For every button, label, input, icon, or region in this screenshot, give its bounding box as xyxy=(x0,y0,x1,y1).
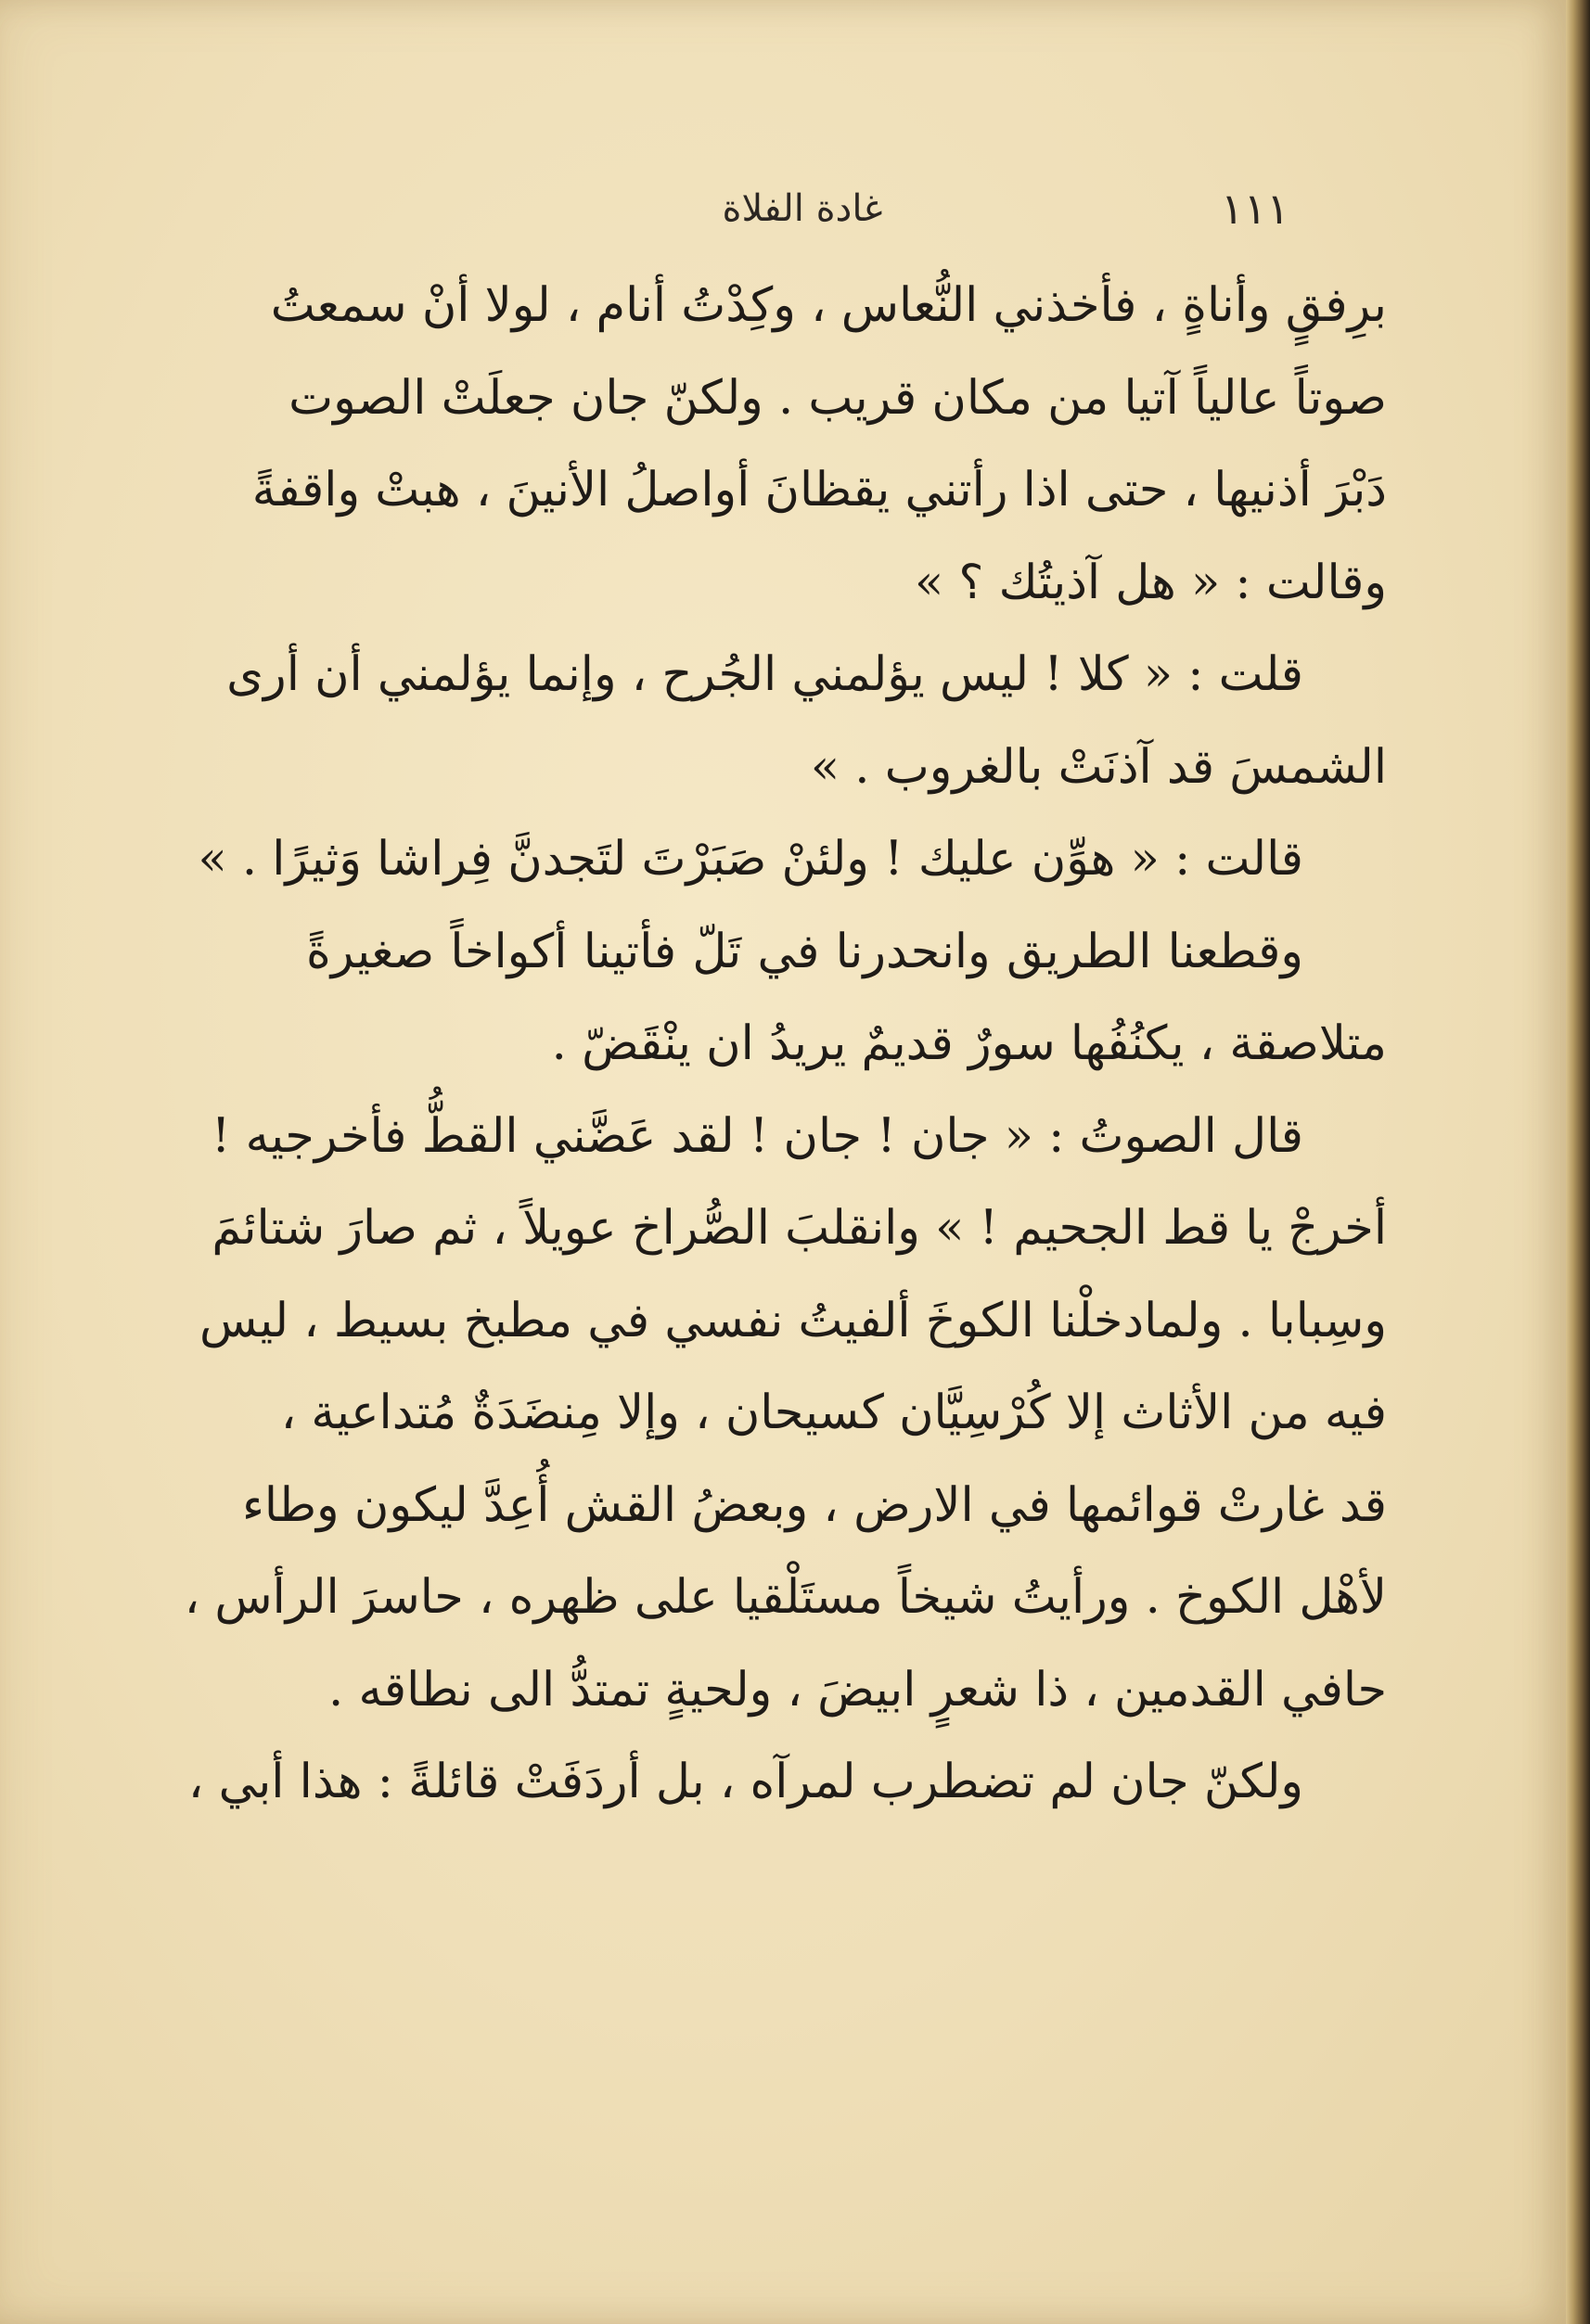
text-line: قلت : « كلا ! ليس يؤلمني الجُرح ، وإنما يؤلمني أن أرى xyxy=(226,647,1303,702)
text-line: قال الصوتُ : « جان ! جان ! لقد عَضَّني القطُّ فأخرجيه ! xyxy=(211,1108,1303,1164)
text-line: وقطعنا الطريق وانحدرنا في تَلّ فأتينا أكواخاً صغيرةً xyxy=(306,924,1303,979)
text-line: أخرجْ يا قط الجحيم ! » وانقلبَ الصُّراخ عويلاً ، ثم صارَ شتائمَ xyxy=(212,1201,1387,1256)
text-line: صوتاً عالياً آتيا من مكان قريب . ولكنّ جان جعلَتْ الصوت xyxy=(289,370,1387,426)
page-header xyxy=(315,181,1289,246)
text-line: وسِبابا . ولمادخلْنا الكوخَ ألفيتُ نفسي في مطبخ بسيط ، ليس xyxy=(199,1293,1387,1348)
body-text xyxy=(184,260,1387,1829)
text-line: حافي القدمين ، ذا شعرٍ ابيضَ ، ولحيةٍ تمتدُّ الى نطاقه . xyxy=(328,1662,1387,1717)
text-line: فيه من الأثاث إلا كُرْسِيَّان كسيحان ، وإلا مِنضَدَةٌ مُتداعية ، xyxy=(280,1385,1387,1440)
text-line: وقالت : « هل آذيتُك ؟ » xyxy=(914,555,1387,610)
running-title: غادة الفلاة xyxy=(722,187,883,230)
text-line: لأهْل الكوخ . ورأيتُ شيخاً مستَلْقيا على ظهره ، حاسرَ الرأس ، xyxy=(184,1570,1387,1625)
text-line: متلاصقة ، يكنُفُها سورٌ قديمٌ يريدُ ان ينْقَضّ . xyxy=(551,1016,1387,1071)
text-line: الشمسَ قد آذنَتْ بالغروب . » xyxy=(810,739,1387,795)
text-line: برِفقٍ وأناةٍ ، فأخذني النُّعاس ، وكِدْتُ أنام ، لولا أنْ سمعتُ xyxy=(270,278,1387,333)
text-line: قالت : « هوِّن عليك ! ولئنْ صَبَرْتَ لتَجدنَّ فِراشا وَثيرًا . » xyxy=(198,832,1303,887)
page-number: ١١١ xyxy=(1220,184,1289,234)
text-line: دَبْرَ أذنيها ، حتى اذا رأتني يقظانَ أواصلُ الأنينَ ، هبتْ واقفةً xyxy=(251,463,1387,517)
text-line: قد غارتْ قوائمها في الارض ، وبعضُ القش أُعِدَّ ليكون وطاء xyxy=(241,1477,1387,1533)
text-line: ولكنّ جان لم تضطرب لمرآه ، بل أردَفَتْ قائلةً : هذا أبي ، xyxy=(187,1755,1303,1809)
page-edge xyxy=(1566,0,1590,2324)
